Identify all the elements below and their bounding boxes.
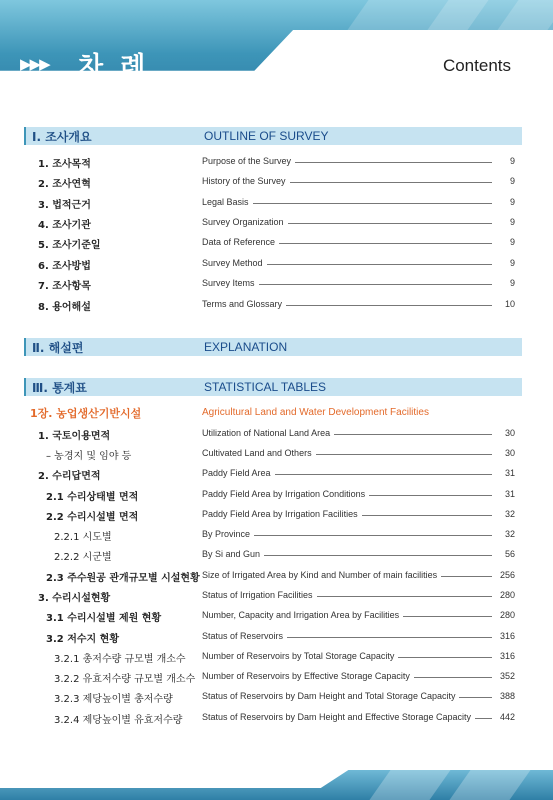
section-title-korean: Ⅰ. 조사개요 — [32, 130, 92, 144]
entry-korean: 5. 조사기준일 — [38, 240, 101, 251]
entry-english: Survey Method — [202, 258, 267, 268]
entry-english: Size of Irrigated Area by Kind and Number of main facilities — [202, 570, 441, 580]
toc-entry[interactable] — [0, 690, 553, 704]
entry-english: Status of Reservoirs by Dam Height and Effective Storage Capacity — [202, 712, 475, 722]
entry-korean: 3. 수리시설현황 — [38, 593, 111, 604]
entry-korean: 2.2.2 시군별 — [54, 552, 112, 563]
entry-english: Status of Irrigation Facilities — [202, 590, 317, 600]
toc-entry[interactable] — [0, 427, 553, 441]
entry-english: Purpose of the Survey — [202, 156, 295, 166]
toc-entry[interactable] — [0, 508, 553, 522]
entry-korean: 7. 조사항목 — [38, 281, 91, 292]
entry-page-number: 31 — [492, 489, 515, 499]
entry-page-number: 388 — [492, 691, 515, 701]
entry-korean: 2.3 주수원공 관개규모별 시설현황 — [46, 573, 200, 584]
entry-page-number: 352 — [492, 671, 515, 681]
entry-korean: 1. 조사목적 — [38, 159, 91, 170]
entry-korean: 3.2.3 제당높이별 총저수량 — [54, 694, 173, 705]
entry-page-number: 316 — [492, 651, 515, 661]
toc-entry[interactable] — [0, 548, 553, 562]
section-title-english: OUTLINE OF SURVEY — [204, 129, 329, 143]
entry-page-number: 280 — [492, 610, 515, 620]
entry-korean: 3.2 저수지 현황 — [46, 634, 119, 645]
entry-page-number: 9 — [492, 237, 515, 247]
entry-page-number: 10 — [492, 299, 515, 309]
entry-page-number: 30 — [492, 448, 515, 458]
entry-page-number: 31 — [492, 468, 515, 478]
entry-page-number: 56 — [492, 549, 515, 559]
toc-entry[interactable] — [0, 196, 553, 210]
toc-entry[interactable] — [0, 277, 553, 291]
toc-entry[interactable] — [0, 257, 553, 271]
toc-entry[interactable] — [0, 569, 553, 583]
triple-arrow-icon: ▶▶▶ — [20, 55, 49, 73]
entry-korean: 2.1 수리상태별 면적 — [46, 492, 139, 503]
entry-english: By Province — [202, 529, 254, 539]
toc-entry[interactable] — [0, 630, 553, 644]
entry-korean: 2.2.1 시도별 — [54, 532, 112, 543]
section-title-english: STATISTICAL TABLES — [204, 380, 327, 394]
toc-entry[interactable] — [0, 488, 553, 502]
entry-korean: 4. 조사기관 — [38, 220, 91, 231]
toc-entry[interactable] — [0, 236, 553, 250]
entry-english: Paddy Field Area — [202, 468, 275, 478]
entry-english: Number of Reservoirs by Effective Storage Capacity — [202, 671, 414, 681]
toc-entry[interactable] — [0, 589, 553, 603]
entry-page-number: 280 — [492, 590, 515, 600]
entry-korean: 2. 조사연혁 — [38, 179, 91, 190]
toc-entry[interactable] — [0, 298, 553, 312]
entry-page-number: 32 — [492, 509, 515, 519]
entry-page-number: 9 — [492, 156, 515, 166]
entry-english: History of the Survey — [202, 176, 290, 186]
entry-korean: 2. 수리답면적 — [38, 471, 101, 482]
chapter-title-english[interactable]: Agricultural Land and Water Development Facilities — [202, 407, 429, 418]
entry-page-number: 9 — [492, 176, 515, 186]
entry-page-number: 9 — [492, 258, 515, 268]
section-title-korean: Ⅲ. 통계표 — [32, 381, 87, 395]
toc-entry[interactable] — [0, 670, 553, 684]
entry-korean: 3.2.2 유효저수량 규모별 개소수 — [54, 674, 196, 685]
entry-english: Terms and Glossary — [202, 299, 286, 309]
entry-english: Legal Basis — [202, 197, 253, 207]
entry-english: Survey Items — [202, 278, 259, 288]
entry-english: By Si and Gun — [202, 549, 264, 559]
entry-english: Data of Reference — [202, 237, 279, 247]
entry-korean: 3.2.4 제당높이별 유효저수량 — [54, 715, 183, 726]
toc-entry[interactable] — [0, 216, 553, 230]
entry-page-number: 30 — [492, 428, 515, 438]
entry-korean: 6. 조사방법 — [38, 261, 91, 272]
entry-korean: 1. 국토이용면적 — [38, 431, 111, 442]
entry-english: Number of Reservoirs by Total Storage Capacity — [202, 651, 398, 661]
entry-korean: 2.2 수리시설별 면적 — [46, 512, 139, 523]
entry-page-number: 32 — [492, 529, 515, 539]
entry-english: Status of Reservoirs — [202, 631, 287, 641]
entry-english: Cultivated Land and Others — [202, 448, 316, 458]
entry-english: Utilization of National Land Area — [202, 428, 334, 438]
entry-english: Survey Organization — [202, 217, 288, 227]
toc-entry[interactable] — [0, 650, 553, 664]
chapter-title-korean[interactable]: 1장. 농업생산기반시설 — [30, 407, 142, 420]
entry-korean: – 농경지 및 임야 등 — [46, 451, 132, 462]
toc-entry[interactable] — [0, 447, 553, 461]
entry-english: Number, Capacity and Irrigation Area by Facilities — [202, 610, 403, 620]
section-title-korean: Ⅱ. 해설편 — [32, 341, 84, 355]
entry-page-number: 9 — [492, 217, 515, 227]
entry-korean: 3.1 수리시설별 제원 현황 — [46, 613, 162, 624]
toc-entry[interactable] — [0, 467, 553, 481]
header-banner — [0, 0, 553, 98]
toc-entry[interactable] — [0, 155, 553, 169]
toc-entry[interactable] — [0, 711, 553, 725]
entry-page-number: 256 — [492, 570, 515, 580]
entry-page-number: 9 — [492, 278, 515, 288]
entry-korean: 3. 법적근거 — [38, 200, 91, 211]
section-header-outline[interactable] — [24, 127, 522, 145]
section-header-explanation[interactable] — [24, 338, 522, 356]
entry-page-number: 9 — [492, 197, 515, 207]
toc-entry[interactable] — [0, 528, 553, 542]
entry-english: Paddy Field Area by Irrigation Conditions — [202, 489, 369, 499]
entry-page-number: 316 — [492, 631, 515, 641]
entry-page-number: 442 — [492, 712, 515, 722]
section-title-english: EXPLANATION — [204, 340, 288, 354]
page-title-english: Contents — [442, 56, 511, 75]
toc-entry[interactable] — [0, 175, 553, 189]
entry-english: Paddy Field Area by Irrigation Facilities — [202, 509, 362, 519]
entry-korean: 8. 용어해설 — [38, 302, 91, 313]
entry-english: Status of Reservoirs by Dam Height and Total Storage Capacity — [202, 691, 459, 701]
toc-entry[interactable] — [0, 609, 553, 623]
entry-korean: 3.2.1 총저수량 규모별 개소수 — [54, 654, 186, 665]
page-title-korean: 차 례 — [78, 52, 150, 82]
section-header-statistical-tables[interactable] — [24, 378, 522, 396]
